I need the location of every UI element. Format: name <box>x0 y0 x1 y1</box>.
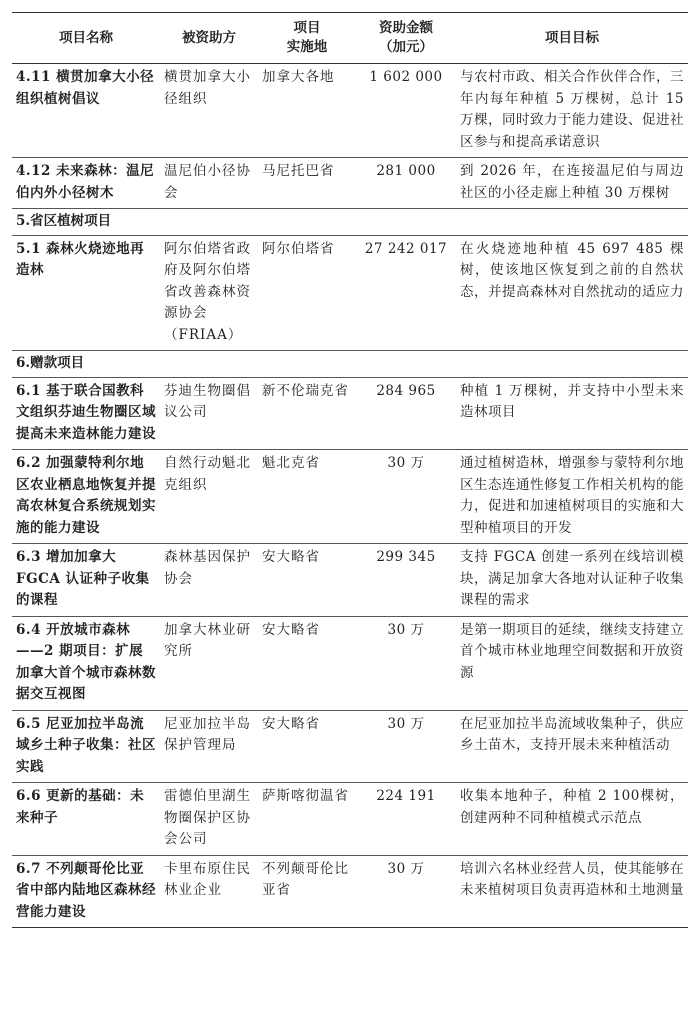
project-name: 6.4 开放城市森林——2 期项目：扩展加拿大首个城市森林数据交互视图 <box>12 616 160 710</box>
goal: 在火烧迹地种植 45 697 485 棵树，使该地区恢复到之前的自然状态，并提高森林对自然扰动的适应力 <box>456 235 688 351</box>
goal: 收集本地种子，种植 2 100棵树，创建两种不同种植模式示范点 <box>456 783 688 856</box>
amount: 299 345 <box>356 544 456 617</box>
table-row <box>12 158 688 209</box>
section-title: 5.省区植树项目 <box>12 209 688 236</box>
location: 马尼托巴省 <box>258 158 356 209</box>
project-name: 6.1 基于联合国教科文组织芬迪生物圈区域提高未来造林能力建设 <box>12 377 160 450</box>
goal: 培训六名林业经营人员，使其能够在未来植树项目负责再造林和土地测量 <box>456 855 688 928</box>
header-goal: 项目目标 <box>456 13 688 64</box>
table-row <box>12 710 688 783</box>
recipient: 卡里布原住民林业企业 <box>160 855 258 928</box>
recipient: 温尼伯小径协会 <box>160 158 258 209</box>
recipient: 雷德伯里湖生物圈保护区协会公司 <box>160 783 258 856</box>
table-row <box>12 783 688 856</box>
location: 不列颠哥伦比亚省 <box>258 855 356 928</box>
amount: 224 191 <box>356 783 456 856</box>
project-name: 6.3 增加加拿大 FGCA 认证种子收集的课程 <box>12 544 160 617</box>
table-row <box>12 616 688 710</box>
location: 阿尔伯塔省 <box>258 235 356 351</box>
amount: 30 万 <box>356 855 456 928</box>
table-row <box>12 64 688 158</box>
location: 安大略省 <box>258 616 356 710</box>
amount: 30 万 <box>356 616 456 710</box>
header-amount <box>356 13 456 64</box>
amount: 30 万 <box>356 710 456 783</box>
amount: 27 242 017 <box>356 235 456 351</box>
goal: 在尼亚加拉半岛流域收集种子，供应乡土苗木，支持开展未来种植活动 <box>456 710 688 783</box>
header-name: 项目名称 <box>12 13 160 64</box>
header-location <box>258 13 356 64</box>
goal: 通过植树造林，增强参与蒙特利尔地区生态连通性修复工作相关机构的能力，促进和加速植树项目的实施和大型种植项目的开发 <box>456 450 688 544</box>
table-row <box>12 450 688 544</box>
goal: 是第一期项目的延续，继续支持建立首个城市林业地理空间数据和开放资源 <box>456 616 688 710</box>
table-row <box>12 377 688 450</box>
header-amount-line1: 资助金额 <box>379 20 433 36</box>
amount: 30 万 <box>356 450 456 544</box>
project-name: 6.7 不列颠哥伦比亚省中部内陆地区森林经营能力建设 <box>12 855 160 928</box>
amount: 284 965 <box>356 377 456 450</box>
table-row <box>12 544 688 617</box>
goal: 与农村市政、相关合作伙伴合作，三年内每年种植 5 万棵树，总计 15 万棵，同时致力于能力建设、促进社区参与和提高承诺意识 <box>456 64 688 158</box>
recipient: 森林基因保护协会 <box>160 544 258 617</box>
amount: 281 000 <box>356 158 456 209</box>
goal: 支持 FGCA 创建一系列在线培训模块，满足加拿大各地对认证种子收集课程的需求 <box>456 544 688 617</box>
location: 魁北克省 <box>258 450 356 544</box>
project-name: 6.5 尼亚加拉半岛流域乡土种子收集：社区实践 <box>12 710 160 783</box>
location: 安大略省 <box>258 544 356 617</box>
section-title: 6.赠款项目 <box>12 351 688 378</box>
project-name: 6.6 更新的基础：未来种子 <box>12 783 160 856</box>
header-location-line2: 实施地 <box>286 39 328 55</box>
location: 新不伦瑞克省 <box>258 377 356 450</box>
project-name: 5.1 森林火烧迹地再造林 <box>12 235 160 351</box>
recipient: 横贯加拿大小径组织 <box>160 64 258 158</box>
header-amount-line2: （加元） <box>379 39 433 55</box>
table-row <box>12 235 688 351</box>
project-name: 4.11 横贯加拿大小径组织植树倡议 <box>12 64 160 158</box>
section-row <box>12 351 688 378</box>
location: 萨斯喀彻温省 <box>258 783 356 856</box>
goal: 种植 1 万棵树，并支持中小型未来造林项目 <box>456 377 688 450</box>
project-name: 4.12 未来森林：温尼伯内外小径树木 <box>12 158 160 209</box>
funding-table <box>12 12 688 928</box>
recipient: 加拿大林业研究所 <box>160 616 258 710</box>
table-header-row <box>12 13 688 64</box>
section-row <box>12 209 688 236</box>
amount: 1 602 000 <box>356 64 456 158</box>
recipient: 芬迪生物圈倡议公司 <box>160 377 258 450</box>
project-name: 6.2 加强蒙特利尔地区农业栖息地恢复并提高农林复合系统规划实施的能力建设 <box>12 450 160 544</box>
recipient: 阿尔伯塔省政府及阿尔伯塔省改善森林资源协会（FRIAA） <box>160 235 258 351</box>
header-recipient: 被资助方 <box>160 13 258 64</box>
location: 加拿大各地 <box>258 64 356 158</box>
location: 安大略省 <box>258 710 356 783</box>
recipient: 尼亚加拉半岛保护管理局 <box>160 710 258 783</box>
goal: 到 2026 年，在连接温尼伯与周边社区的小径走廊上种植 30 万棵树 <box>456 158 688 209</box>
table-row <box>12 855 688 928</box>
recipient: 自然行动魁北克组织 <box>160 450 258 544</box>
header-location-line1: 项目 <box>293 20 321 36</box>
